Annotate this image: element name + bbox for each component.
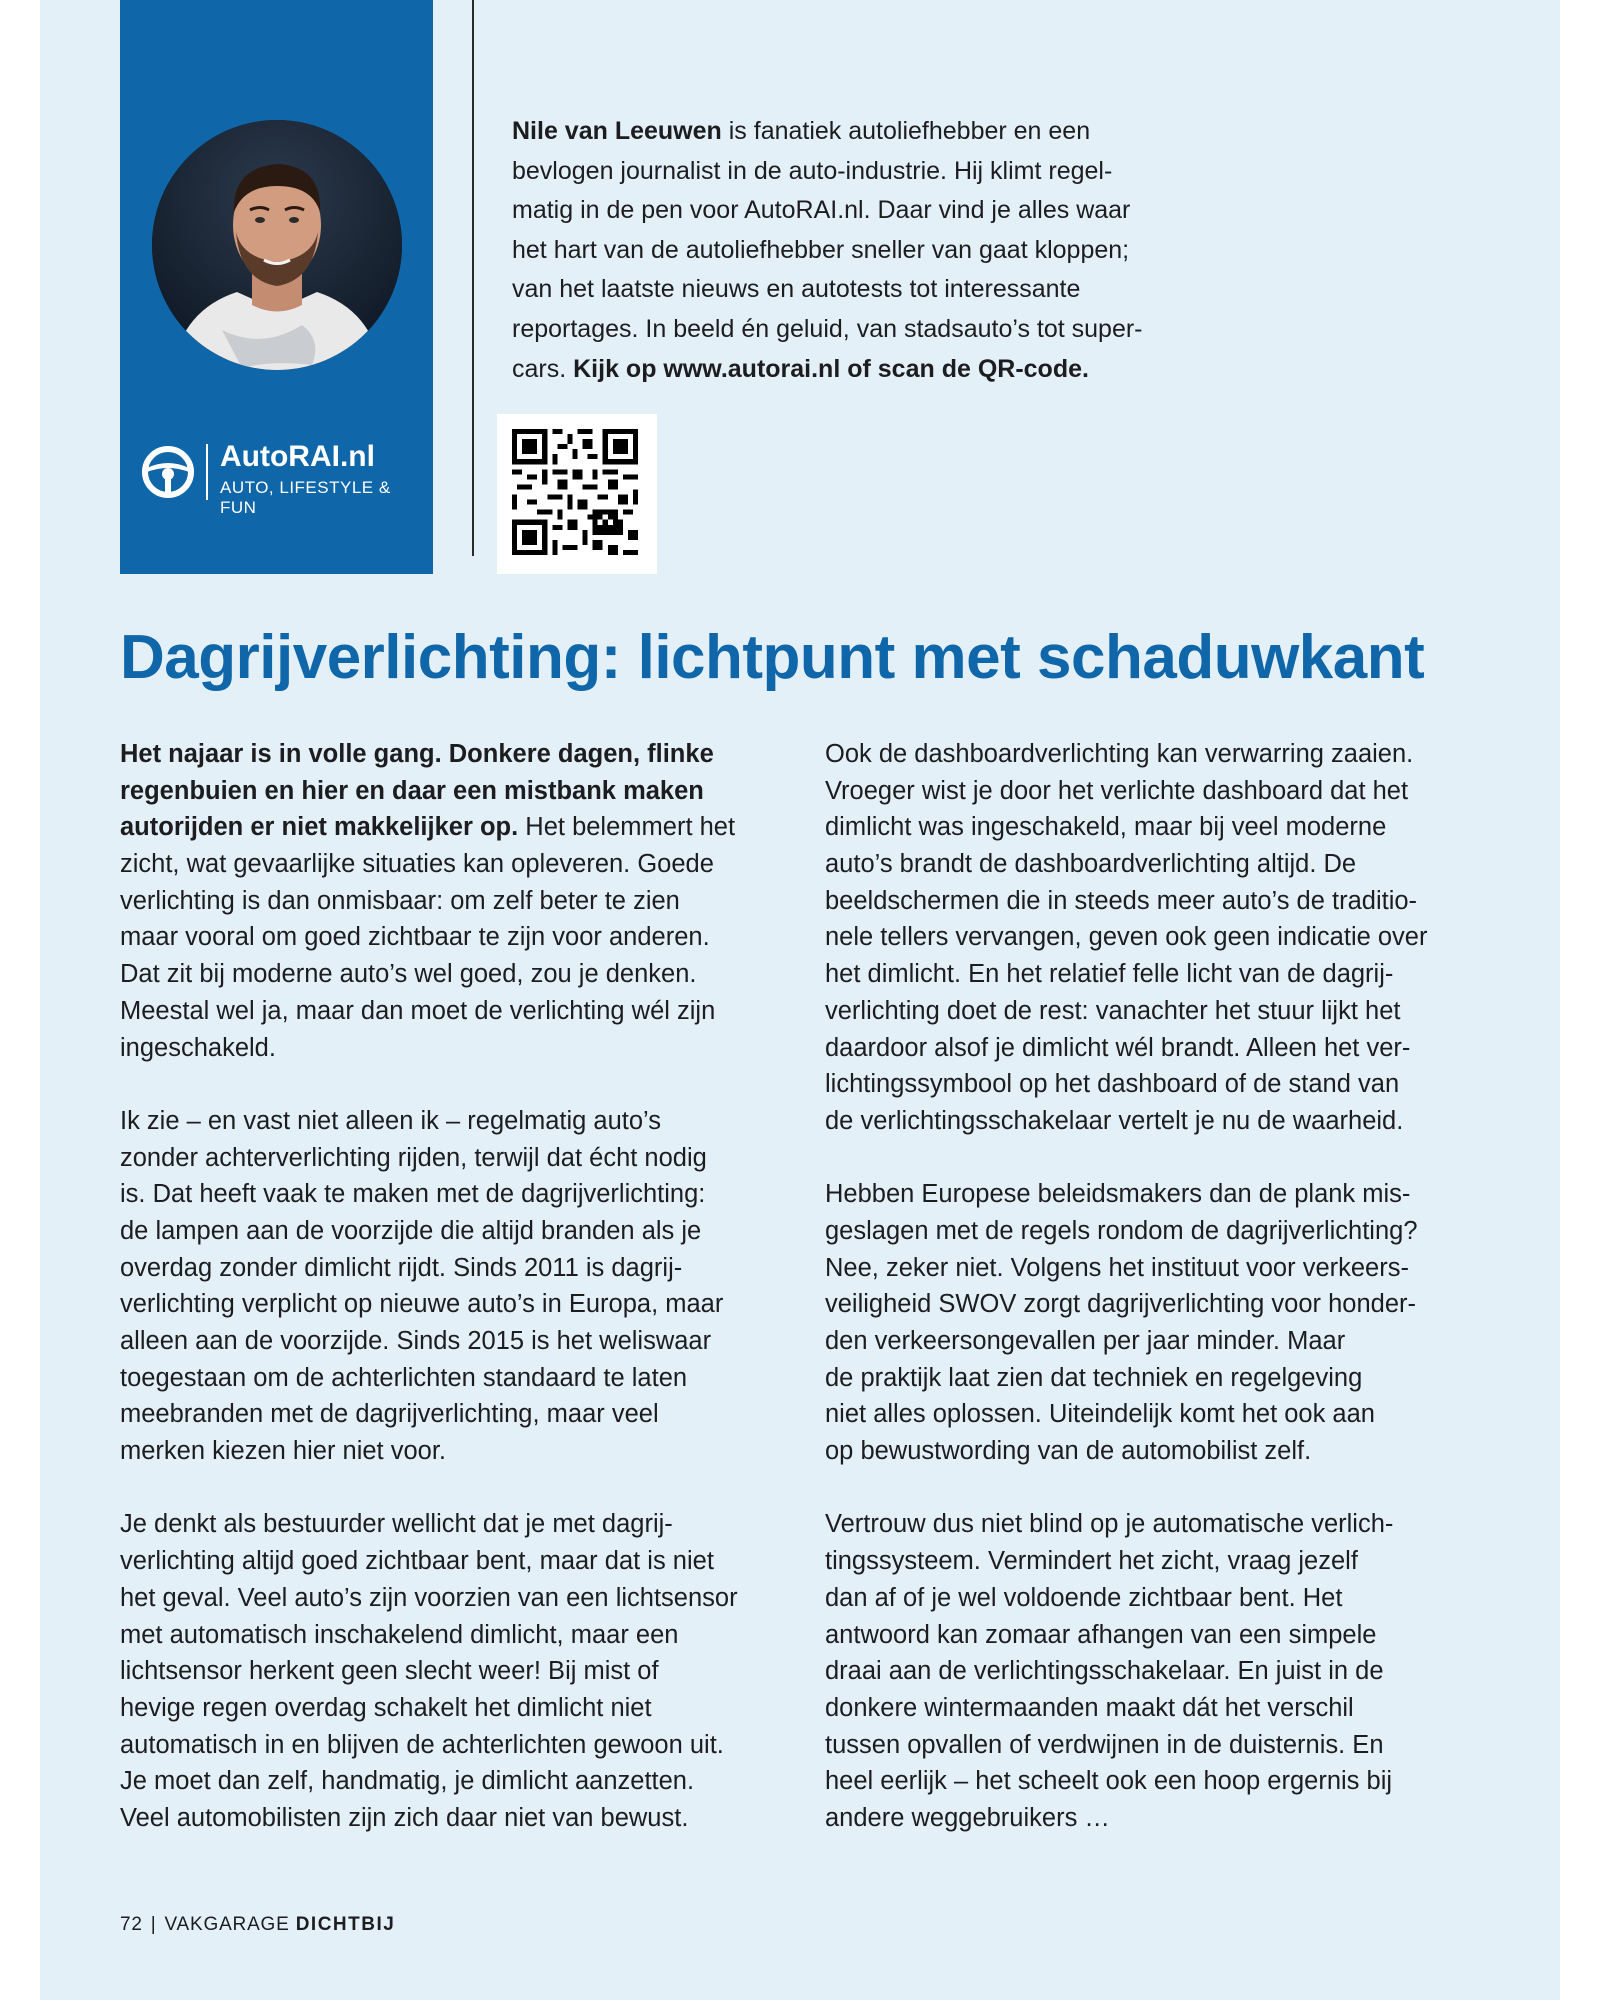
line-text: beeldschermen die in steeds meer auto’s de traditio- bbox=[825, 886, 1418, 915]
line-text: veiligheid SWOV zorgt dagrijverlichting voor honder- bbox=[825, 1290, 1417, 1319]
line-text: het hart van de autoliefhebber sneller van gaat kloppen; bbox=[512, 235, 1130, 264]
line-text: tingssysteem. Vermindert het zicht, vraag jezelf bbox=[825, 1547, 1358, 1576]
body-line bbox=[825, 1030, 1515, 1067]
line-text: andere weggebruikers … bbox=[825, 1803, 1110, 1832]
line-text: bevlogen journalist in de auto-industrie. Hij klimt regel- bbox=[512, 156, 1113, 185]
body-line bbox=[120, 1580, 810, 1617]
line-text: zicht, wat gevaarlijke situaties kan opleveren. Goede bbox=[120, 850, 714, 879]
body-line bbox=[825, 809, 1515, 846]
steering-wheel-icon bbox=[140, 444, 196, 500]
qr-code[interactable] bbox=[497, 414, 657, 574]
bio-line bbox=[512, 112, 1292, 152]
body-line bbox=[825, 1103, 1515, 1140]
body-line bbox=[825, 773, 1515, 810]
body-line bbox=[120, 1763, 810, 1800]
body-line bbox=[120, 1103, 810, 1140]
line-text: verlichting is dan onmisbaar: om zelf beter te zien bbox=[120, 886, 680, 915]
body-line bbox=[825, 1433, 1515, 1470]
line-text: overdag zonder dimlicht rijdt. Sinds 2011 is dagrij- bbox=[120, 1253, 683, 1282]
paragraph-gap bbox=[120, 1066, 810, 1103]
line-text: daardoor alsof je dimlicht wél brandt. Alleen het ver- bbox=[825, 1033, 1411, 1062]
line-text: het geval. Veel auto’s zijn voorzien van een lichtsensor bbox=[120, 1583, 738, 1612]
body-line bbox=[825, 1176, 1515, 1213]
line-text: Nee, zeker niet. Volgens het instituut voor verkeers- bbox=[825, 1253, 1409, 1282]
line-text: cars. bbox=[512, 354, 574, 383]
line-text: nele tellers vervangen, geven ook geen indicatie over bbox=[825, 923, 1428, 952]
body-line bbox=[825, 846, 1515, 883]
line-text: met automatisch inschakelend dimlicht, maar een bbox=[120, 1620, 679, 1649]
body-line bbox=[825, 1580, 1515, 1617]
line-text: Ook de dashboardverlichting kan verwarring zaaien. bbox=[825, 740, 1414, 768]
line-text: Je denkt als bestuurder wellicht dat je met dagrij- bbox=[120, 1510, 673, 1539]
autorai-logo bbox=[140, 440, 420, 517]
body-line bbox=[825, 1763, 1515, 1800]
body-line bbox=[825, 1690, 1515, 1727]
line-text: tussen opvallen of verdwijnen in de duisternis. En bbox=[825, 1730, 1384, 1759]
article-column-right bbox=[825, 736, 1515, 1837]
line-text: Vertrouw dus niet blind op je automatische verlich- bbox=[825, 1510, 1394, 1539]
bold-text: autorijden er niet makkelijker op. bbox=[120, 813, 519, 842]
line-text: Dat zit bij moderne auto’s wel goed, zou je denken. bbox=[120, 960, 697, 989]
body-line bbox=[825, 956, 1515, 993]
line-text: is. Dat heeft vaak te maken met de dagrijverlichting: bbox=[120, 1180, 706, 1209]
body-line bbox=[120, 956, 810, 993]
line-text: lichtingssymbool op het dashboard of de stand van bbox=[825, 1070, 1400, 1099]
line-text: den verkeersongevallen per jaar minder. Maar bbox=[825, 1327, 1346, 1355]
body-line bbox=[825, 736, 1515, 773]
body-line bbox=[120, 736, 810, 773]
body-line bbox=[825, 993, 1515, 1030]
line-text: automatisch in en blijven de achterlichten gewoon uit. bbox=[120, 1730, 724, 1759]
line-text: Meestal wel ja, maar dan moet de verlichting wél zijn bbox=[120, 996, 716, 1025]
body-line bbox=[825, 1286, 1515, 1323]
line-text: niet alles oplossen. Uiteindelijk komt het ook aan bbox=[825, 1400, 1375, 1429]
body-line bbox=[120, 919, 810, 956]
line-text: het dimlicht. En het relatief felle licht van de dagrij- bbox=[825, 960, 1394, 989]
bio-line bbox=[512, 350, 1292, 390]
bio-line bbox=[512, 191, 1292, 231]
body-line bbox=[120, 1396, 810, 1433]
line-text: verlichting doet de rest: vanachter het stuur lijkt het bbox=[825, 996, 1401, 1025]
paragraph-gap bbox=[120, 1470, 810, 1507]
line-text: Veel automobilisten zijn zich daar niet van bewust. bbox=[120, 1803, 689, 1832]
paragraph-gap bbox=[825, 1140, 1515, 1177]
line-text: is fanatiek autoliefhebber en een bbox=[721, 117, 1091, 145]
body-line bbox=[120, 1727, 810, 1764]
line-text: verlichting verplicht op nieuwe auto’s in Europa, maar bbox=[120, 1290, 724, 1319]
author-bio bbox=[512, 112, 1292, 389]
body-line bbox=[825, 1653, 1515, 1690]
body-line bbox=[825, 1396, 1515, 1433]
bio-line bbox=[512, 310, 1292, 350]
body-line bbox=[120, 1030, 810, 1067]
author-photo bbox=[152, 120, 402, 370]
logo-divider bbox=[206, 444, 208, 500]
paragraph-gap bbox=[825, 1470, 1515, 1507]
footer-separator: | bbox=[150, 1914, 157, 1935]
body-line bbox=[120, 1653, 810, 1690]
body-line bbox=[825, 1543, 1515, 1580]
line-text: toegestaan om de achterlichten standaard te laten bbox=[120, 1363, 688, 1392]
bio-line bbox=[512, 152, 1292, 192]
line-text: donkere wintermaanden maakt dát het verschil bbox=[825, 1693, 1354, 1722]
body-line bbox=[120, 1800, 810, 1837]
line-text: de verlichtingsschakelaar vertelt je nu de waarheid. bbox=[825, 1106, 1404, 1135]
line-text: geslagen met de regels rondom de dagrijverlichting? bbox=[825, 1216, 1418, 1245]
body-line bbox=[120, 1323, 810, 1360]
line-text: merken kiezen hier niet voor. bbox=[120, 1437, 446, 1466]
line-text: hevige regen overdag schakelt het dimlicht niet bbox=[120, 1693, 652, 1722]
body-line bbox=[120, 1250, 810, 1287]
body-line bbox=[120, 1543, 810, 1580]
body-line bbox=[825, 1800, 1515, 1837]
page-footer bbox=[120, 1914, 395, 1936]
article-headline: Dagrijverlichting: lichtpunt met schaduwkant bbox=[120, 623, 1425, 692]
line-text: Vroeger wist je door het verlichte dashboard dat het bbox=[825, 776, 1409, 805]
line-text: Hebben Europese beleidsmakers dan de plank mis- bbox=[825, 1180, 1411, 1209]
body-line bbox=[825, 883, 1515, 920]
body-line bbox=[120, 1617, 810, 1654]
body-line bbox=[120, 1286, 810, 1323]
body-line bbox=[120, 809, 810, 846]
bio-line bbox=[512, 270, 1292, 310]
line-text: Ik zie – en vast niet alleen ik – regelmatig auto’s bbox=[120, 1106, 662, 1135]
line-text: de lampen aan de voorzijde die altijd branden als je bbox=[120, 1216, 702, 1245]
body-line bbox=[120, 883, 810, 920]
line-text: verlichting altijd goed zichtbaar bent, maar dat is niet bbox=[120, 1547, 714, 1576]
line-text: antwoord kan zomaar afhangen van een simpele bbox=[825, 1620, 1377, 1649]
body-line bbox=[120, 1506, 810, 1543]
body-line bbox=[825, 1727, 1515, 1764]
line-text: dan af of je wel voldoende zichtbaar bent. Het bbox=[825, 1583, 1343, 1612]
body-line bbox=[120, 1690, 810, 1727]
line-text: draai aan de verlichtingsschakelaar. En juist in de bbox=[825, 1657, 1384, 1686]
author-panel bbox=[120, 0, 433, 574]
line-text: de praktijk laat zien dat techniek en regelgeving bbox=[825, 1363, 1363, 1392]
body-line bbox=[120, 1213, 810, 1250]
brand-tagline: AUTO, LIFESTYLE & FUN bbox=[220, 478, 391, 517]
body-line bbox=[120, 773, 810, 810]
line-text: lichtsensor herkent geen slecht weer! Bij mist of bbox=[120, 1657, 659, 1686]
body-line bbox=[120, 1360, 810, 1397]
body-line bbox=[120, 846, 810, 883]
bold-text: Nile van Leeuwen bbox=[512, 117, 722, 145]
brand-name: AutoRAI.nl bbox=[220, 440, 375, 473]
line-text: maar vooral om goed zichtbaar te zijn voor anderen. bbox=[120, 923, 710, 952]
body-line bbox=[825, 1066, 1515, 1103]
line-text: Het belemmert het bbox=[518, 813, 736, 842]
body-line bbox=[120, 1176, 810, 1213]
body-line bbox=[825, 1617, 1515, 1654]
line-text: op bewustwording van de automobilist zelf. bbox=[825, 1437, 1312, 1466]
bold-text: Kijk op www.autorai.nl of scan de QR-code. bbox=[573, 354, 1089, 383]
body-line bbox=[825, 1506, 1515, 1543]
magazine-page bbox=[40, 0, 1560, 2000]
magazine-name-suffix: DICHTBIJ bbox=[295, 1914, 396, 1935]
body-line bbox=[825, 1323, 1515, 1360]
body-line bbox=[825, 1360, 1515, 1397]
magazine-name-prefix: VAKGARAGE bbox=[164, 1914, 290, 1935]
body-line bbox=[120, 1140, 810, 1177]
vertical-divider bbox=[472, 0, 474, 556]
line-text: meebranden met de dagrijverlichting, maar veel bbox=[120, 1400, 659, 1429]
article-column-left bbox=[120, 736, 810, 1837]
body-line bbox=[825, 1250, 1515, 1287]
body-line bbox=[120, 993, 810, 1030]
line-text: auto’s brandt de dashboardverlichting altijd. De bbox=[825, 850, 1357, 879]
line-text: zonder achterverlichting rijden, terwijl dat écht nodig bbox=[120, 1143, 707, 1172]
bold-text: Het najaar is in volle gang. Donkere dagen, flinke bbox=[120, 740, 714, 768]
page-number: 72 bbox=[120, 1914, 143, 1935]
line-text: alleen aan de voorzijde. Sinds 2015 is het weliswaar bbox=[120, 1327, 712, 1355]
line-text: ingeschakeld. bbox=[120, 1033, 276, 1062]
line-text: van het laatste nieuws en autotests tot interessante bbox=[512, 275, 1081, 304]
line-text: reportages. In beeld én geluid, van stadsauto’s tot super- bbox=[512, 314, 1143, 343]
bold-text: regenbuien en hier en daar een mistbank maken bbox=[120, 776, 704, 805]
line-text: heel eerlijk – het scheelt ook een hoop ergernis bij bbox=[825, 1767, 1393, 1796]
bio-line bbox=[512, 231, 1292, 271]
qr-code-graphic bbox=[512, 429, 638, 555]
body-line bbox=[120, 1433, 810, 1470]
line-text: dimlicht was ingeschakeld, maar bij veel moderne bbox=[825, 813, 1387, 842]
line-text: Je moet dan zelf, handmatig, je dimlicht aanzetten. bbox=[120, 1767, 695, 1796]
body-line bbox=[825, 1213, 1515, 1250]
body-line bbox=[825, 919, 1515, 956]
line-text: matig in de pen voor AutoRAI.nl. Daar vind je alles waar bbox=[512, 196, 1131, 225]
